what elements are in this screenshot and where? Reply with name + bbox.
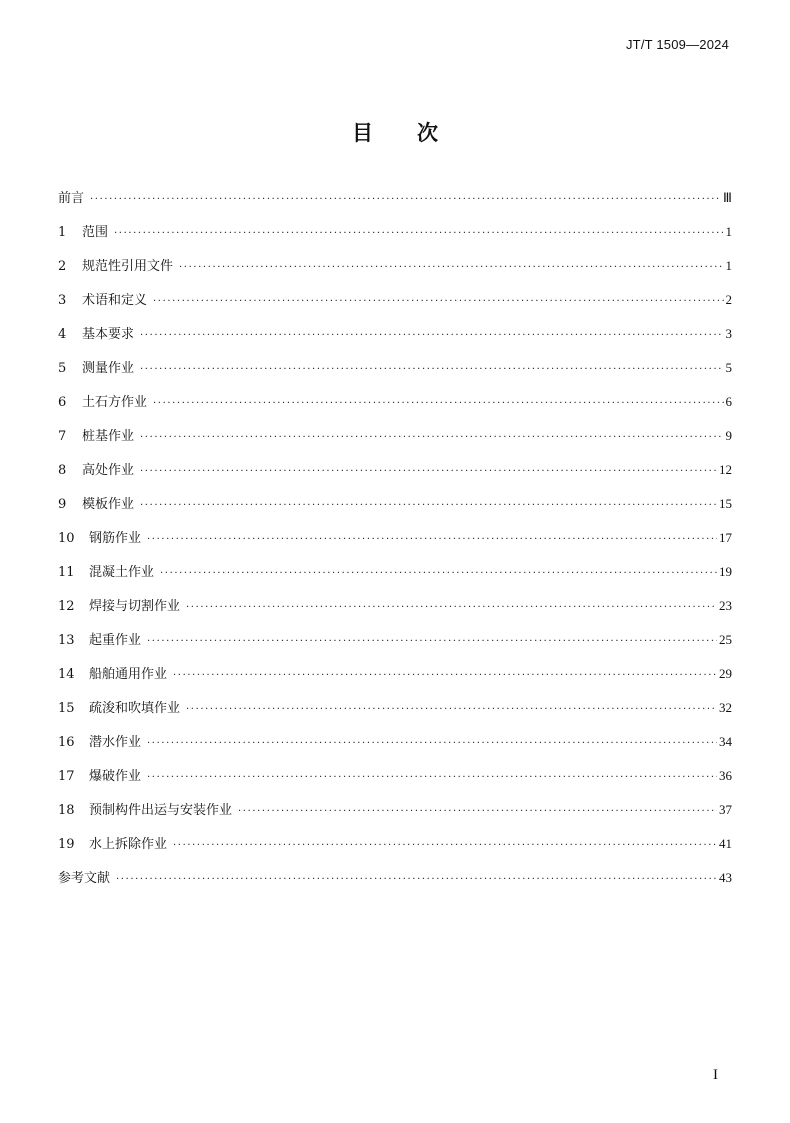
- toc-entry[interactable]: [58, 764, 732, 798]
- toc-entry-page: 32: [719, 700, 732, 715]
- toc-entry-title: 桩基作业: [82, 429, 135, 444]
- toc-entry[interactable]: [58, 220, 732, 254]
- toc-entry[interactable]: [58, 322, 732, 356]
- toc-entry-number: 7: [58, 429, 67, 444]
- toc-leader-dots: [116, 868, 717, 892]
- toc-entry-page: 17: [719, 530, 732, 545]
- toc-entry-title: 基本要求: [82, 327, 135, 342]
- toc-entry[interactable]: [58, 560, 732, 594]
- toc-entry-page: 25: [719, 632, 732, 647]
- toc-entry-number: 18: [58, 803, 75, 818]
- toc-entry-title: 高处作业: [82, 463, 135, 478]
- toc-entry-page: 23: [719, 598, 732, 613]
- toc-entry-title: 船舶通用作业: [89, 667, 168, 682]
- toc-entry-number: 12: [58, 599, 75, 614]
- toc-entry-number: 13: [58, 633, 75, 648]
- toc-entry-page: Ⅲ: [723, 190, 732, 205]
- toc-leader-dots: [140, 494, 717, 518]
- toc-entry-title: 模板作业: [82, 497, 135, 512]
- toc-entry-page: 37: [719, 802, 732, 817]
- toc-entry-number: 5: [58, 361, 67, 376]
- toc-entry-number: 16: [58, 735, 75, 750]
- toc-entry-page: 5: [725, 360, 732, 375]
- toc-entry[interactable]: [58, 186, 732, 220]
- toc-leader-dots: [147, 630, 717, 654]
- toc-leader-dots: [147, 528, 717, 552]
- toc-entry-page: 6: [725, 394, 732, 409]
- toc-entry-title: 爆破作业: [89, 769, 142, 784]
- table-of-contents: [58, 186, 732, 900]
- toc-entry-page: 1: [725, 258, 732, 273]
- toc-entry-title: 疏浚和吹填作业: [89, 701, 181, 716]
- toc-entry[interactable]: [58, 594, 732, 628]
- toc-entry[interactable]: [58, 866, 732, 900]
- toc-entry-number: 15: [58, 701, 75, 716]
- toc-entry-page: 15: [719, 496, 732, 511]
- toc-leader-dots: [147, 766, 717, 790]
- toc-entry-number: 19: [58, 837, 75, 852]
- toc-entry-title: 土石方作业: [82, 395, 148, 410]
- title-char-1: 目: [352, 121, 373, 145]
- toc-entry-number: 8: [58, 463, 67, 478]
- toc-entry[interactable]: [58, 662, 732, 696]
- toc-entry[interactable]: [58, 254, 732, 288]
- toc-leader-dots: [179, 256, 723, 280]
- toc-entry[interactable]: [58, 356, 732, 390]
- toc-entry-title: 钢筋作业: [89, 531, 142, 546]
- page-title: [0, 117, 790, 147]
- toc-entry-page: 43: [719, 870, 732, 885]
- toc-entry-title: 预制构件出运与安装作业: [89, 803, 233, 818]
- toc-entry-number: 4: [58, 327, 67, 342]
- toc-leader-dots: [140, 426, 723, 450]
- toc-entry-number: 3: [58, 293, 67, 308]
- toc-entry-page: 3: [725, 326, 732, 341]
- toc-entry-page: 1: [725, 224, 732, 239]
- toc-leader-dots: [153, 392, 723, 416]
- toc-leader-dots: [114, 222, 723, 246]
- toc-entry-title: 范围: [82, 225, 109, 240]
- toc-entry[interactable]: [58, 458, 732, 492]
- toc-leader-dots: [90, 188, 721, 212]
- toc-leader-dots: [238, 800, 717, 824]
- toc-entry[interactable]: [58, 628, 732, 662]
- toc-entry[interactable]: [58, 696, 732, 730]
- toc-entry-page: 19: [719, 564, 732, 579]
- toc-entry-page: 41: [719, 836, 732, 851]
- toc-entry[interactable]: [58, 492, 732, 526]
- toc-entry-title: 参考文献: [58, 871, 111, 886]
- toc-entry-title: 水上拆除作业: [89, 837, 168, 852]
- toc-leader-dots: [140, 358, 723, 382]
- toc-entry-number: 1: [58, 225, 67, 240]
- toc-entry[interactable]: [58, 288, 732, 322]
- toc-leader-dots: [153, 290, 723, 314]
- toc-entry-title: 前言: [58, 191, 85, 206]
- standard-code: JT/T 1509—2024: [625, 37, 729, 52]
- toc-leader-dots: [160, 562, 717, 586]
- toc-entry-page: 9: [725, 428, 732, 443]
- toc-entry-number: 10: [58, 531, 75, 546]
- toc-entry[interactable]: [58, 798, 732, 832]
- toc-entry-title: 起重作业: [89, 633, 142, 648]
- toc-entry-number: 2: [58, 259, 67, 274]
- toc-entry-page: 34: [719, 734, 732, 749]
- toc-leader-dots: [140, 324, 723, 348]
- toc-entry-number: 9: [58, 497, 67, 512]
- toc-entry-title: 术语和定义: [82, 293, 148, 308]
- title-char-2: 次: [417, 121, 438, 145]
- toc-entry[interactable]: [58, 526, 732, 560]
- toc-entry-title: 潜水作业: [89, 735, 142, 750]
- toc-entry-page: 29: [719, 666, 732, 681]
- toc-leader-dots: [186, 698, 717, 722]
- toc-entry-page: 2: [725, 292, 732, 307]
- toc-leader-dots: [147, 732, 717, 756]
- toc-entry-number: 6: [58, 395, 67, 410]
- toc-entry[interactable]: [58, 390, 732, 424]
- footer-page-number: I: [713, 1067, 718, 1083]
- toc-leader-dots: [173, 834, 717, 858]
- toc-entry[interactable]: [58, 832, 732, 866]
- toc-entry-number: 17: [58, 769, 75, 784]
- toc-entry-title: 测量作业: [82, 361, 135, 376]
- toc-leader-dots: [186, 596, 717, 620]
- toc-leader-dots: [173, 664, 717, 688]
- toc-entry-page: 12: [719, 462, 732, 477]
- toc-entry[interactable]: [58, 730, 732, 764]
- toc-entry-number: 14: [58, 667, 75, 682]
- toc-entry-title: 焊接与切割作业: [89, 599, 181, 614]
- toc-entry-number: 11: [58, 565, 75, 580]
- toc-entry[interactable]: [58, 424, 732, 458]
- toc-entry-title: 规范性引用文件: [82, 259, 174, 274]
- toc-leader-dots: [140, 460, 717, 484]
- toc-entry-page: 36: [719, 768, 732, 783]
- toc-entry-title: 混凝土作业: [89, 565, 155, 580]
